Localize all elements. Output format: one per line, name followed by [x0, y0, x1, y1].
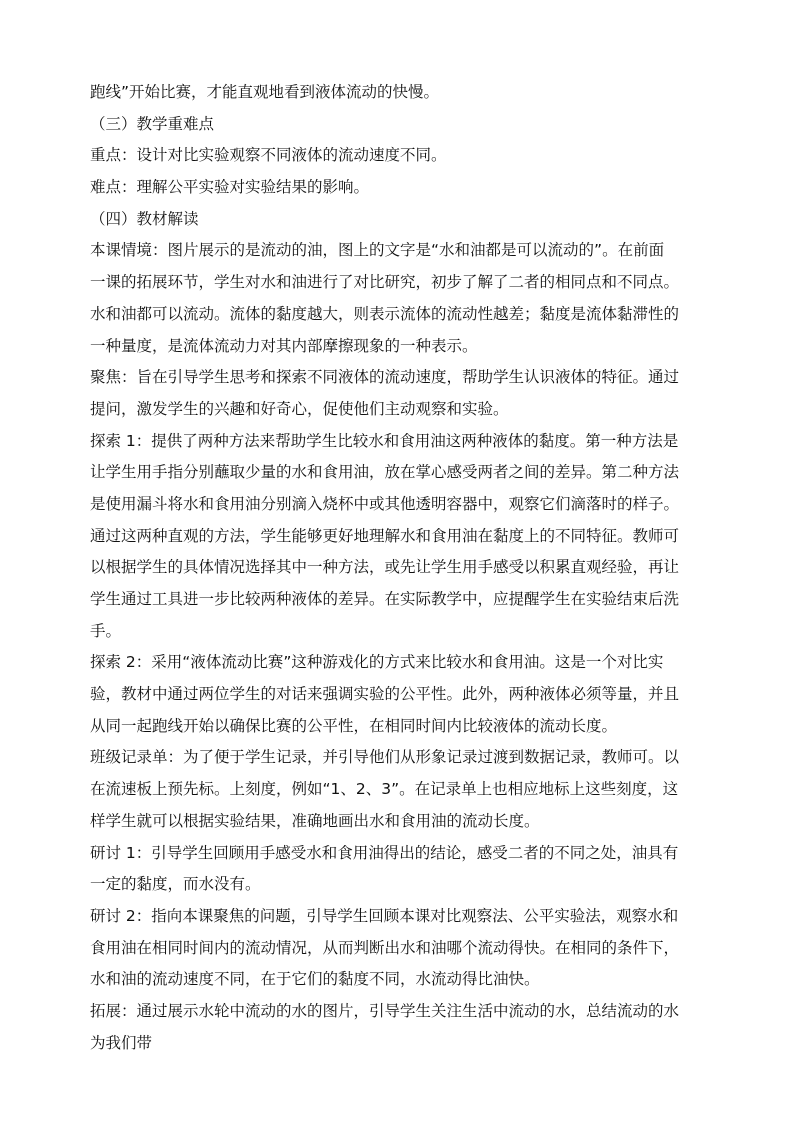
text-line: 从同一起跑线开始以确保比赛的公平性，在相同时间内比较液体的流动长度。 — [90, 716, 618, 735]
text-line: 一课的拓展环节，学生对水和油进行了对比研究，初步了解了二者的相同点和不同点。 — [90, 273, 680, 292]
text-line: 拓展：通过展示水轮中流动的水的图片，引导学生关注生活中流动的水，总结流动的水 — [90, 1001, 680, 1020]
text-line: 研讨 1：引导学生回顾用手感受水和食用油得出的结论，感受二者的不同之处，油具有 — [90, 843, 679, 862]
section-heading: （四）教材解读 — [90, 209, 199, 228]
section-heading: （三）教学重难点 — [90, 114, 215, 133]
text-line: 一种量度，是流体流动力对其内部摩擦现象的一种表示。 — [90, 336, 478, 355]
text-line: 为我们带 — [90, 1033, 153, 1052]
text-line: 探索 2：采用“液体流动比赛”这种游戏化的方式来比较水和食用油。这是一个对比实 — [90, 653, 664, 672]
text-line: 难点：理解公平实验对实验结果的影响。 — [90, 178, 370, 197]
text-line: 学生通过工具进一步比较两种液体的差异。在实际教学中，应提醒学生在实验结束后洗 — [90, 590, 680, 608]
document-body — [90, 77, 708, 1059]
text-line: 水和油的流动速度不同，在于它们的黏度不同，水流动得比油快。 — [90, 970, 540, 989]
text-line: 一定的黏度，而水没有。 — [90, 875, 261, 894]
text-line: 在流速板上预先标。上刻度，例如“1、2、3”。在记录单上也相应地标上这些刻度，这 — [90, 780, 679, 799]
text-line: 样学生就可以根据实验结果，准确地画出水和食用油的流动长度。 — [90, 811, 540, 830]
text-line: 聚焦：旨在引导学生思考和探索不同液体的流动速度，帮助学生认识液体的特征。通过 — [90, 368, 680, 387]
text-line: 以根据学生的具体情况选择其中一种方法，或先让学生用手感受以积累直观经验，再让 — [90, 558, 680, 577]
text-line: 是使用漏斗将水和食用油分别滴入烧杯中或其他透明容器中，观察它们滴落时的样子。 — [90, 494, 680, 513]
text-line: 研讨 2：指向本课聚焦的问题，引导学生回顾本课对比观察法、公平实验法，观察水和 — [90, 906, 679, 925]
text-line: 食用油在相同时间内的流动情况，从而判断出水和油哪个流动得快。在相同的条件下， — [90, 938, 680, 957]
text-line: 验，教材中通过两位学生的对话来强调实验的公平性。此外，两种液体必须等量，并且 — [90, 685, 680, 704]
text-line: 水和油都可以流动。流体的黏度越大，则表示流体的流动性越差；黏度是流体黏滞性的 — [90, 304, 680, 323]
text-line: 让学生用手指分别蘸取少量的水和食用油，放在掌心感受两者之间的差异。第二种方法 — [90, 463, 680, 482]
text-line: 班级记录单：为了便于学生记录，并引导他们从形象记录过渡到数据记录，教师可。以 — [90, 748, 680, 767]
text-line: 手。 — [90, 621, 122, 640]
text-line: 跑线”开始比赛，才能直观地看到液体流动的快慢。 — [90, 83, 440, 101]
text-line: 通过这两种直观的方法，学生能够更好地理解水和食用油在黏度上的不同特征。教师可 — [90, 526, 680, 545]
text-line: 探索 1：提供了两种方法来帮助学生比较水和食用油这两种液体的黏度。第一种方法是 — [90, 431, 679, 450]
text-line: 重点：设计对比实验观察不同液体的流动速度不同。 — [90, 146, 447, 165]
text-line: 本课情境：图片展示的是流动的油，图上的文字是“水和油都是可以流动的”。在前面 — [90, 241, 665, 260]
text-line: 提问，激发学生的兴趣和好奇心，促使他们主动观察和实验。 — [90, 399, 509, 418]
